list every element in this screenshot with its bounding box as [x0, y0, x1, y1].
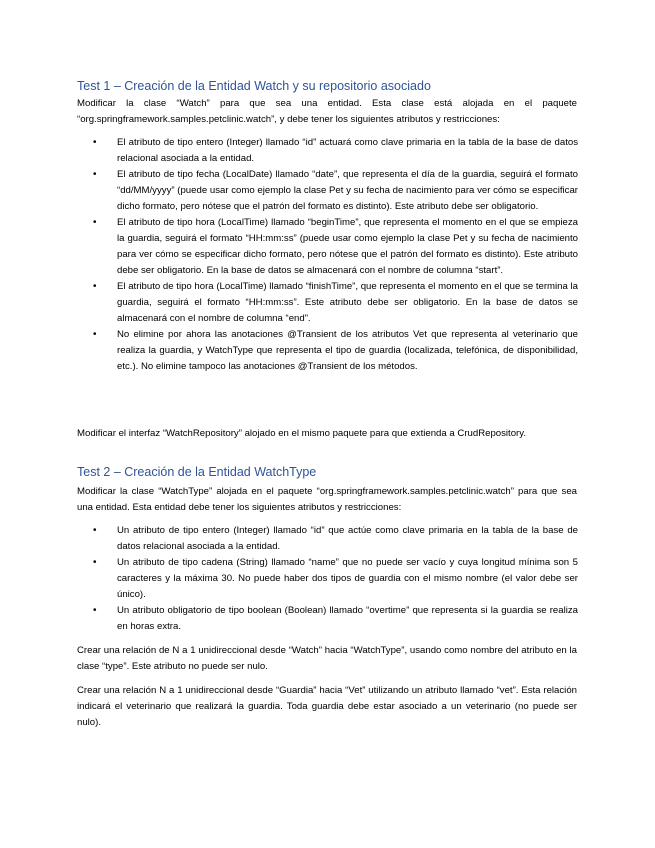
list-item-text: Un atributo de tipo cadena (String) llamado “name” que no puede ser vacío y cuya longitud mínima son 5 caracteres y la máxima 30. No puede haber dos tipos de guardia con el mismo nombre (el valor debe ser único).	[117, 557, 578, 600]
test1-heading: Test 1 – Creación de la Entidad Watch y su repositorio asociado	[77, 79, 431, 93]
list-item	[77, 279, 578, 327]
relation-watch-watchtype: Crear una relación de N a 1 unidireccional desde “Watch” hacia “WatchType”, usando como nombre del atributo en la clase “type”. Este atributo no puede ser nulo.	[77, 645, 577, 672]
test2-bullet-list	[77, 523, 578, 635]
bullet-icon: •	[93, 557, 97, 568]
list-item-text: Un atributo obligatorio de tipo boolean (Boolean) llamado “overtime” que representa si la guardia se realiza en horas extra.	[117, 605, 578, 632]
bullet-icon: •	[93, 169, 97, 180]
list-item-text: Un atributo de tipo entero (Integer) llamado “id” que actúe como clave primaria en la tabla de la base de datos relacional asociada a la entidad.	[117, 525, 578, 552]
list-item	[77, 523, 578, 555]
list-item	[77, 603, 578, 635]
list-item	[77, 167, 578, 215]
list-item-text: El atributo de tipo hora (LocalTime) llamado “beginTime”, que representa el momento en el que se empieza la guardia, seguirá el formato “HH:mm:ss” (puede usar como ejemplo la clase Pet y su fecha de nacimiento para ver cómo se especificar dicho formato, pero nótese que el patrón del formato es distinto). Este atributo debe ser obligatorio. En la base de datos se almacenará con el nombre de columna “start”.	[117, 217, 578, 276]
test1-intro: Modificar la clase “Watch” para que sea una entidad. Esta clase está alojada en el paquete “org.springframework.samples.petclinic.watch”, y debe tener los siguientes atributos y restricciones:	[77, 98, 577, 125]
bullet-icon: •	[93, 525, 97, 536]
test1-bullet-list	[77, 135, 578, 375]
list-item-text: El atributo de tipo hora (LocalTime) llamado “finishTime”, que representa el momento en el que se termina la guardia, seguirá el formato “HH:mm:ss”. Este atributo debe ser obligatorio. En la base de datos se almacenará con el nombre de columna “end”.	[117, 281, 578, 324]
bullet-icon: •	[93, 281, 97, 292]
list-item-text: El atributo de tipo entero (Integer) llamado “id” actuará como clave primaria en la tabla de la base de datos relacional asociada a la entidad.	[117, 137, 578, 164]
test1-outro: Modificar el interfaz “WatchRepository” alojado en el mismo paquete para que extienda a CrudRepository.	[77, 428, 526, 439]
list-item-text: El atributo de tipo fecha (LocalDate) llamado “date”, que representa el día de la guardia, seguirá el formato “dd/MM/yyyy” (puede usar como ejemplo la clase Pet y su fecha de nacimiento para ver cómo se especificar dicho formato, pero nótese que el patrón del formato es distinto). Este atributo debe ser obligatorio.	[117, 169, 578, 212]
list-item	[77, 135, 578, 167]
relation-guardia-vet: Crear una relación N a 1 unidireccional desde “Guardia” hacia “Vet” utilizando un atributo llamado “vet”. Esta relación indicará el veterinario que realizará la guardia. Toda guardia debe estar asociado a un veterinario (no puede ser nulo).	[77, 685, 577, 728]
list-item	[77, 327, 578, 375]
bullet-icon: •	[93, 329, 97, 340]
list-item	[77, 215, 578, 279]
bullet-icon: •	[93, 605, 97, 616]
test2-heading: Test 2 – Creación de la Entidad WatchType	[77, 465, 317, 479]
list-item-text: No elimine por ahora las anotaciones @Transient de los atributos Vet que representa al veterinario que realiza la guardia, y WatchType que representa el tipo de guardia (localizada, telefónica, de disponibilidad, etc.). No elimine tampoco las anotaciones @Transient de los métodos.	[117, 329, 578, 372]
test2-intro: Modificar la clase “WatchType” alojada en el paquete “org.springframework.samples.petclinic.watch” para que sea una entidad. Esta entidad debe tener los siguientes atributos y restricciones:	[77, 486, 577, 513]
list-item	[77, 555, 578, 603]
bullet-icon: •	[93, 137, 97, 148]
bullet-icon: •	[93, 217, 97, 228]
